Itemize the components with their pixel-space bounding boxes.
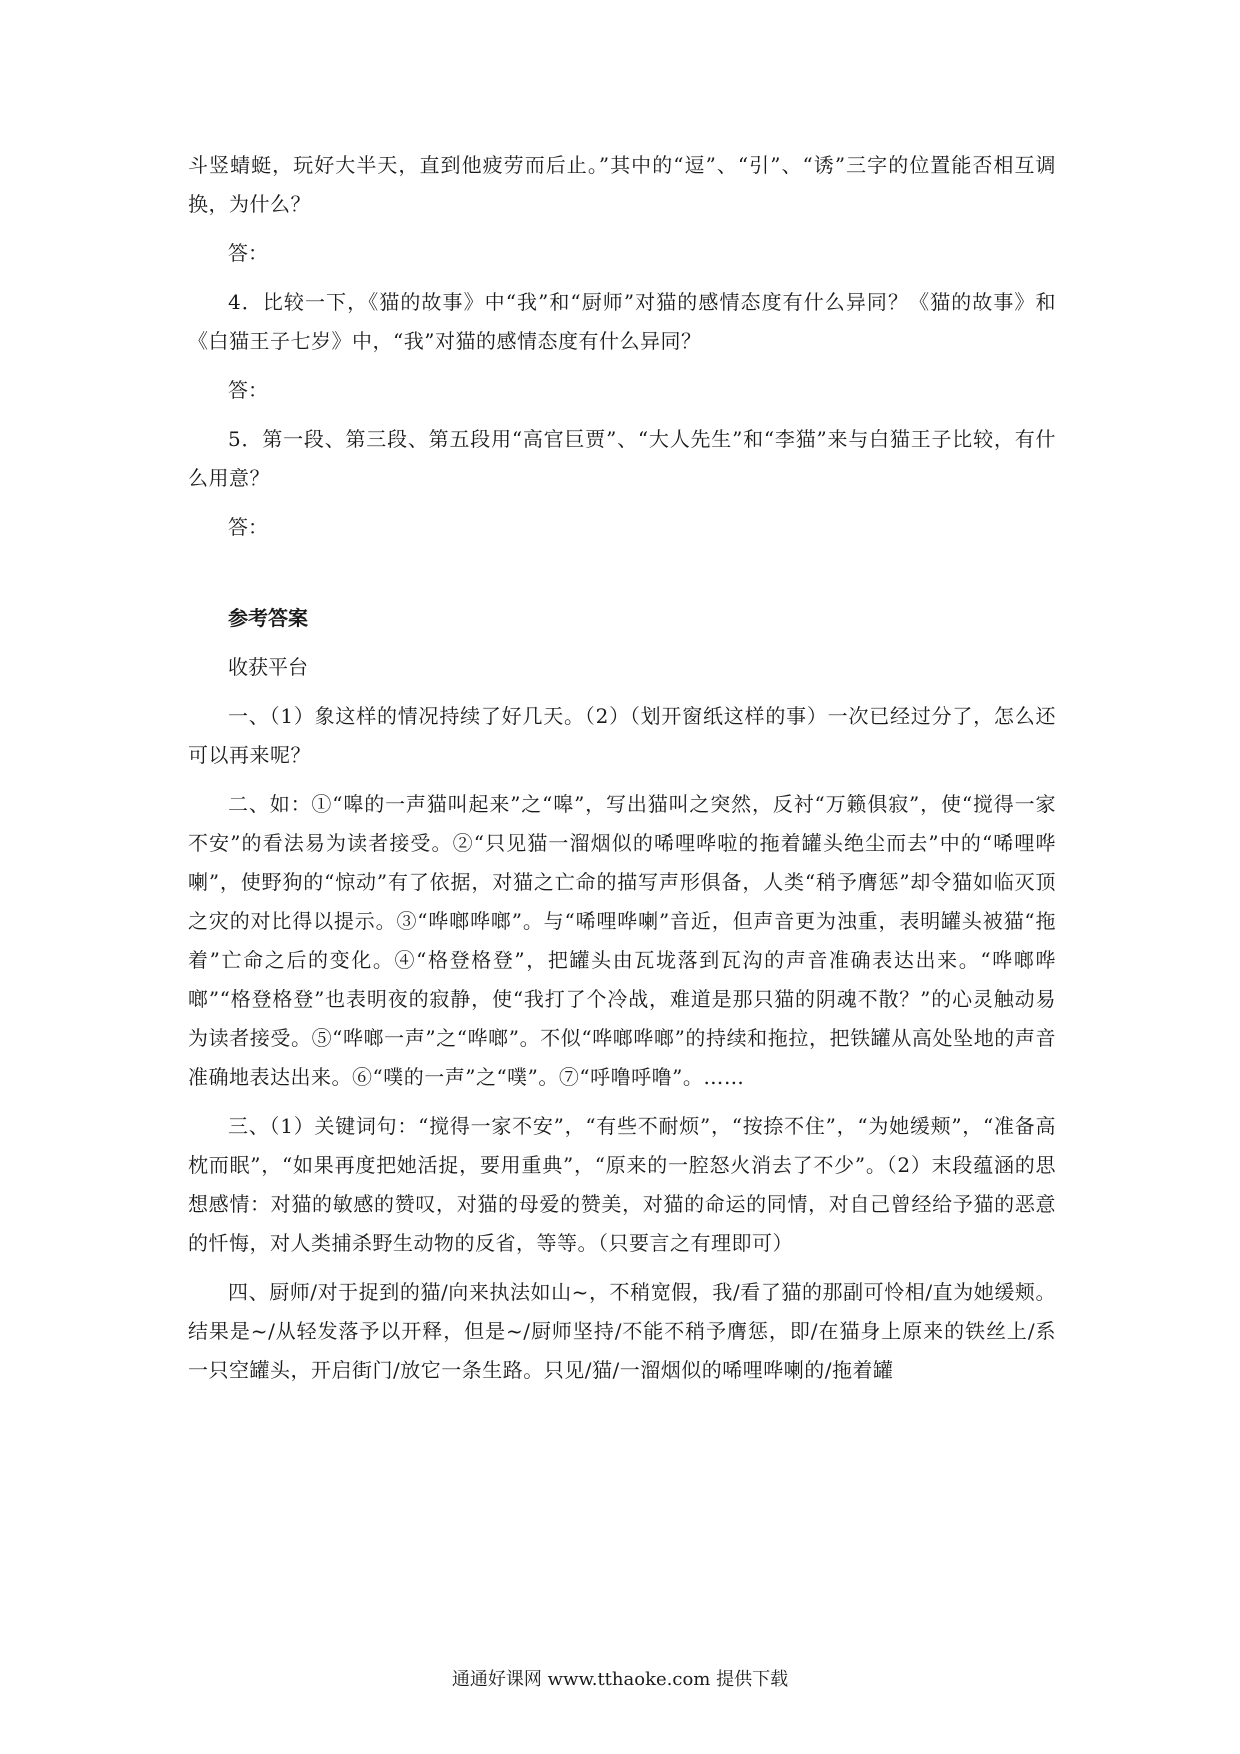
- reference-answer-1: 一、（1）象这样的情况持续了好几天。（2）（划开窗纸这样的事）一次已经过分了，怎么还可以再来呢？: [188, 704, 1056, 767]
- question-4: 4．比较一下，《猫的故事》中“我”和“厨师”对猫的感情态度有什么异同？《猫的故事》和《白猫王子七岁》中，“我”对猫的感情态度有什么异同？: [188, 290, 1056, 353]
- page-content: [188, 146, 1056, 1400]
- reference-answer-2: 二、如：①“嗥的一声猫叫起来”之“嗥”，写出猫叫之突然，反衬“万籁俱寂”，使“搅得一家不安”的看法易为读者接受。②“只见猫一溜烟似的唏哩哗啦的拖着罐头绝尘而去”中的“唏哩哗喇”，使野狗的“惊动”有了依据，对猫之亡命的描写声形俱备，人类“稍予膺惩”却令猫如临灭顶之灾的对比得以提示。③“哗啷哗啷”。与“唏哩哗喇”音近，但声音更为浊重，表明罐头被猫“拖着”亡命之后的变化。④“格登格登”，把罐头由瓦垅落到瓦沟的声音准确表达出来。“哗啷哗啷”“格登格登”也表明夜的寂静，使“我打了个冷战，难道是那只猫的阴魂不散？”的心灵触动易为读者接受。⑤“哗啷一声”之“哗啷”。不似“哗啷哗啷”的持续和拖拉，把铁罐从高处坠地的声音准确地表达出来。⑥“噗的一声”之“噗”。⑦“呼噜呼噜”。……: [188, 792, 1056, 1089]
- answer-label-4: 答：: [228, 378, 268, 402]
- reference-answer-3: 三、（1）关键词句：“搅得一家不安”，“有些不耐烦”，“按捺不住”，“为她缓颊”，“准备高枕而眠”，“如果再度把她活捉，要用重典”，“原来的一腔怒火消去了不少”。（2）末段蕴涵的思想感情：对猫的敏感的赞叹，对猫的母爱的赞美，对猫的命运的同情，对自己曾经给予猫的恶意的忏悔，对人类捕杀野生动物的反省，等等。（只要言之有理即可）: [188, 1114, 1056, 1255]
- page-footer: 通通好课网 www.tthaoke.com 提供下载: [451, 1669, 789, 1690]
- answer-label-3: 答：: [228, 241, 268, 265]
- reference-answers-subtitle: 收获平台: [228, 655, 308, 679]
- reference-answers-title: 参考答案: [228, 606, 308, 630]
- question-3-continuation: 斗竖蜻蜓，玩好大半天，直到他疲劳而后止。”其中的“逗”、“引”、“诱”三字的位置能否相互调换，为什么？: [188, 153, 1056, 216]
- answer-label-5: 答：: [228, 515, 268, 539]
- reference-answer-4: 四、厨师/对于捉到的猫/向来执法如山~，不稍宽假，我/看了猫的那副可怜相/直为她缓颊。结果是~/从轻发落予以开释，但是~/厨师坚持/不能不稍予膺惩，即/在猫身上原来的铁丝上/系一只空罐头，开启街门/放它一条生路。只见/猫/一溜烟似的唏哩哗喇的/拖着罐: [188, 1280, 1056, 1382]
- question-5: 5．第一段、第三段、第五段用“高官巨贾”、“大人先生”和“李猫”来与白猫王子比较，有什么用意？: [188, 427, 1056, 490]
